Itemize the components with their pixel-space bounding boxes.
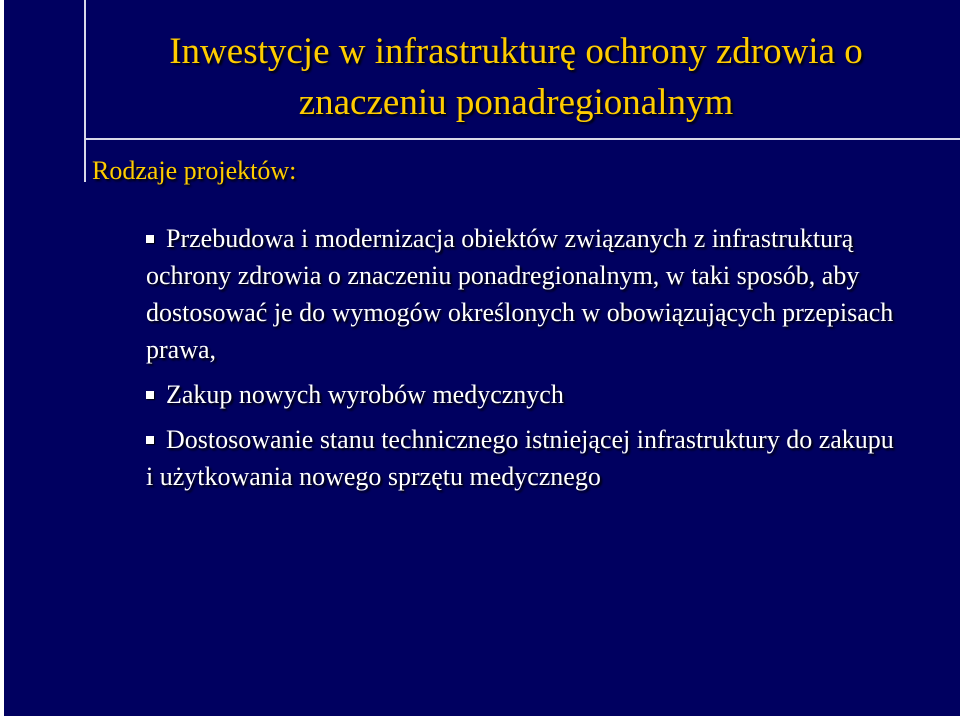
- list-item-text: Przebudowa i modernizacja obiektów związanych z infrastrukturą ochrony zdrowia o znaczeniu ponadregionalnym, w taki sposób, aby dostosować je do wymogów określonych w obowiązujących przepisach prawa,: [146, 224, 894, 364]
- bullet-list: [146, 220, 906, 495]
- square-bullet-icon: [146, 436, 154, 444]
- vertical-rule: [84, 0, 86, 182]
- horizontal-rule: [86, 138, 960, 140]
- slide-title: Inwestycje w infrastrukturę ochrony zdrowia o znaczeniu ponadregionalnym: [169, 31, 863, 123]
- list-item: [146, 421, 906, 495]
- slide-subtitle: Rodzaje projektów:: [92, 156, 297, 185]
- slide: [4, 0, 960, 716]
- list-item-text: Dostosowanie stanu technicznego istniejącej infrastruktury do zakupu i użytkowania nowego sprzętu medycznego: [146, 425, 894, 491]
- list-item: [146, 220, 906, 368]
- list-item-text: Zakup nowych wyrobów medycznych: [166, 380, 564, 409]
- list-item: [146, 376, 906, 413]
- square-bullet-icon: [146, 391, 154, 399]
- square-bullet-icon: [146, 235, 154, 243]
